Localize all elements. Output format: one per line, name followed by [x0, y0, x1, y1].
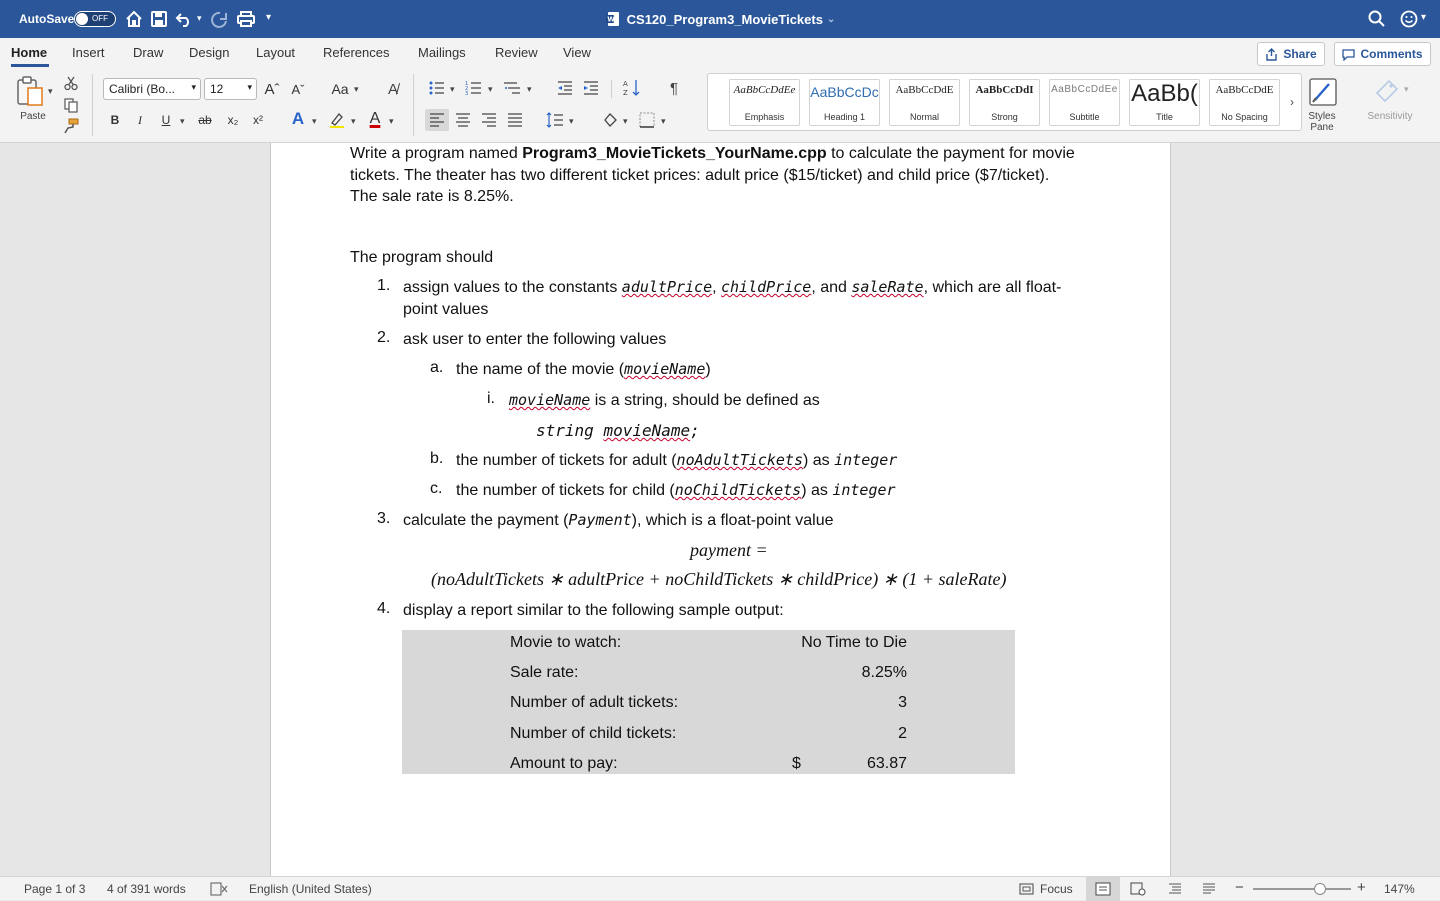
svg-text:W: W: [606, 15, 615, 24]
tab-references[interactable]: References: [323, 45, 390, 60]
step-2a-i: [509, 390, 820, 411]
sample-value: 8.25%: [861, 664, 907, 681]
step-text: ,: [712, 279, 721, 296]
zoom-slider-thumb[interactable]: [1314, 883, 1326, 895]
zoom-in-icon[interactable]: +: [1357, 879, 1366, 896]
code-moviename: movieName: [509, 391, 591, 409]
share-icon: [1265, 48, 1278, 61]
ribbon-divider: [611, 80, 612, 98]
list-number: 2.: [377, 329, 391, 346]
highlight-dropdown-icon[interactable]: ▾: [351, 116, 356, 126]
paste-icon[interactable]: [14, 76, 46, 108]
code-salerate: saleRate: [851, 278, 924, 296]
list-letter: c.: [430, 480, 443, 497]
zoom-level[interactable]: 147%: [1384, 882, 1415, 896]
step-2a: [456, 359, 711, 380]
step-text: the number of tickets for child (: [456, 482, 675, 499]
step-text: , and: [811, 279, 852, 296]
align-left-icon[interactable]: [428, 111, 446, 129]
tab-mailings[interactable]: Mailings: [418, 45, 466, 60]
style-emphasis[interactable]: [729, 79, 800, 126]
sample-row: [402, 630, 1015, 660]
list-number: 1.: [377, 277, 391, 294]
sample-label: Sale rate:: [510, 664, 579, 681]
step-4: display a report similar to the following sample output:: [403, 602, 784, 619]
bold-icon[interactable]: B: [110, 113, 120, 127]
code-payment: Payment: [568, 511, 632, 529]
intro-line-1: [350, 143, 1075, 164]
font-color-icon[interactable]: A: [369, 110, 381, 127]
borders-dropdown-icon[interactable]: ▾: [661, 116, 666, 126]
document-page[interactable]: [270, 143, 1171, 876]
tab-home[interactable]: Home: [11, 45, 48, 60]
sample-row: [402, 721, 1015, 751]
outline-view-icon[interactable]: [1167, 882, 1183, 896]
sample-row: [402, 751, 1015, 781]
step-text: the number of tickets for adult (: [456, 452, 677, 469]
styles-gallery: [707, 73, 1302, 131]
style-preview: AaBbCcDdE: [1215, 84, 1274, 96]
language[interactable]: English (United States): [249, 882, 372, 896]
sample-label: Amount to pay:: [510, 755, 618, 772]
focus-icon[interactable]: [1019, 883, 1034, 895]
ribbon-tabs: [0, 38, 1440, 68]
copy-icon[interactable]: [63, 97, 79, 113]
word-doc-icon: [605, 11, 621, 27]
list-letter: a.: [430, 359, 444, 376]
style-preview: AaBbCcDdI: [975, 84, 1034, 96]
autosave-state: OFF: [92, 14, 108, 23]
multilevel-dropdown-icon[interactable]: ▾: [527, 84, 532, 94]
ribbon-divider: [92, 74, 93, 136]
moviename-declaration: [536, 420, 700, 441]
web-layout-icon[interactable]: [1130, 882, 1146, 896]
step-2c: [456, 480, 896, 501]
tab-review[interactable]: Review: [495, 45, 538, 60]
styles-pane-icon[interactable]: [1307, 76, 1339, 108]
step-text: is a string, should be defined as: [590, 392, 820, 409]
paste-label: Paste: [20, 111, 46, 122]
sample-label: Number of adult tickets:: [510, 694, 679, 711]
svg-text:Z: Z: [623, 89, 628, 97]
intro-text: Write a program named: [350, 145, 523, 162]
numbering-dropdown-icon[interactable]: ▾: [488, 84, 493, 94]
style-preview: AaBbCcDc: [810, 84, 879, 100]
sensitivity-icon[interactable]: [1372, 75, 1402, 105]
justify-icon[interactable]: [506, 111, 524, 129]
change-case-dropdown-icon[interactable]: ▾: [354, 84, 359, 94]
page-count[interactable]: Page 1 of 3: [24, 882, 86, 896]
line-spacing-dropdown-icon[interactable]: ▾: [569, 116, 574, 126]
undo-dropdown-icon[interactable]: ▾: [197, 13, 202, 23]
text-effects-icon[interactable]: A: [291, 109, 305, 128]
intro-line-3: The sale rate is 8.25%.: [350, 188, 514, 205]
word-count[interactable]: 4 of 391 words: [107, 882, 186, 896]
code-adultprice: adultPrice: [621, 278, 713, 296]
svg-text:1: 1: [465, 81, 469, 87]
list-letter: b.: [430, 450, 444, 467]
underline-dropdown-icon[interactable]: ▾: [180, 116, 185, 126]
style-preview: AaBb(: [1131, 80, 1198, 107]
text-effects-dropdown-icon[interactable]: ▾: [312, 116, 317, 126]
step-text: ): [705, 361, 711, 378]
step-2: ask user to enter the following values: [403, 331, 667, 348]
step-text: ) as: [801, 482, 833, 499]
numbering-icon[interactable]: [465, 79, 483, 97]
code-moviename: movieName: [603, 421, 691, 440]
share-button[interactable]: [1257, 42, 1325, 66]
code-nochildtickets: noChildTickets: [674, 481, 802, 499]
code-noadulttickets: noAdultTickets: [676, 451, 803, 469]
sample-output-box: [402, 630, 1015, 774]
style-name: Title: [1156, 112, 1173, 122]
styles-pane-line1: Styles: [1308, 111, 1336, 122]
code-type: string: [536, 421, 604, 440]
code-integer: integer: [832, 481, 896, 499]
share-label: Share: [1283, 47, 1317, 61]
sample-value: No Time to Die: [801, 634, 907, 651]
customize-toolbar-icon[interactable]: ▾: [266, 12, 272, 23]
status-bar: [0, 876, 1440, 900]
style-preview: AaBbCcDdE: [895, 84, 954, 96]
sample-label: Number of child tickets:: [510, 725, 677, 742]
step-1-line-1: [403, 277, 1061, 298]
style-normal[interactable]: [889, 79, 960, 126]
tab-layout[interactable]: Layout: [256, 45, 296, 60]
bullets-icon[interactable]: [428, 79, 446, 97]
focus-mode[interactable]: Focus: [1040, 882, 1073, 896]
sample-row: [402, 660, 1015, 690]
grow-font-icon[interactable]: Aˆ: [264, 80, 280, 98]
sample-value: 2: [898, 725, 907, 742]
sample-value: 3: [898, 694, 907, 711]
comments-button[interactable]: [1334, 42, 1431, 66]
align-right-icon[interactable]: [480, 111, 498, 129]
code-integer: integer: [834, 451, 898, 469]
proofing-icon[interactable]: [210, 882, 228, 896]
style-subtitle[interactable]: [1049, 79, 1120, 126]
paste-dropdown-icon[interactable]: ▾: [48, 86, 53, 96]
increase-indent-icon[interactable]: [582, 79, 600, 97]
style-name: Heading 1: [823, 112, 866, 122]
change-case-button[interactable]: Aa: [331, 81, 349, 97]
align-center-icon[interactable]: [454, 111, 472, 129]
style-name: Subtitle: [1069, 112, 1100, 122]
zoom-out-icon[interactable]: −: [1235, 879, 1244, 896]
font-size-combo[interactable]: [204, 78, 257, 100]
shading-dropdown-icon[interactable]: ▾: [623, 116, 628, 126]
shrink-font-icon[interactable]: Aˇ: [291, 81, 305, 97]
style-name: Emphasis: [744, 112, 785, 122]
font-name-value: Calibri (Bo...: [109, 82, 176, 96]
draft-view-icon[interactable]: [1201, 882, 1217, 896]
clear-formatting-icon[interactable]: A̸: [387, 80, 398, 98]
italic-icon[interactable]: I: [138, 112, 142, 127]
active-tab-indicator: [11, 64, 49, 67]
chevron-down-icon: ▾: [247, 82, 252, 92]
step-3: [403, 510, 834, 531]
font-name-combo[interactable]: [103, 78, 201, 100]
sample-label: Movie to watch:: [510, 634, 622, 651]
document-title: [0, 0, 1440, 38]
zoom-slider-track[interactable]: [1253, 888, 1351, 890]
subscript-icon[interactable]: x₂: [227, 113, 239, 127]
sample-currency: $: [792, 755, 801, 772]
document-title-text: CS120_Program3_MovieTickets: [626, 11, 823, 27]
comment-icon: [1342, 48, 1355, 61]
sensitivity-dropdown-icon[interactable]: ▾: [1404, 84, 1409, 94]
step-1-line-2: point values: [403, 301, 489, 318]
sort-icon[interactable]: [622, 78, 642, 98]
intro-line-2: tickets. The theater has two different ticket prices: adult price ($15/ticket) and child price ($7/ticket).: [350, 167, 1050, 184]
feedback-smiley-icon[interactable]: [1399, 9, 1419, 29]
styles-pane-label: [1302, 111, 1342, 133]
style-name: No Spacing: [1221, 112, 1268, 122]
svg-text:3: 3: [465, 91, 469, 97]
feedback-dropdown-icon[interactable]: ▾: [1421, 12, 1427, 23]
sample-value: 63.87: [866, 755, 907, 772]
ribbon-divider: [413, 74, 414, 136]
step-2b: [456, 450, 897, 471]
underline-icon[interactable]: U: [161, 113, 171, 127]
document-canvas[interactable]: [0, 143, 1440, 876]
svg-text:A: A: [623, 80, 628, 88]
list-roman: i.: [487, 390, 495, 407]
font-size-value: 12: [210, 82, 224, 96]
search-icon[interactable]: [1367, 9, 1387, 29]
tab-design[interactable]: Design: [189, 45, 230, 60]
title-bar: [0, 0, 1440, 38]
title-chevron-icon[interactable]: ⌄: [826, 13, 836, 25]
code-moviename: movieName: [624, 360, 706, 378]
borders-icon[interactable]: [638, 111, 656, 129]
line-spacing-icon[interactable]: [546, 111, 564, 129]
font-color-dropdown-icon[interactable]: ▾: [389, 116, 394, 126]
intro-text: to calculate the payment for movie: [826, 145, 1075, 162]
step-text: calculate the payment (: [403, 512, 569, 529]
shading-icon[interactable]: [601, 111, 619, 129]
comments-label: Comments: [1360, 47, 1423, 61]
tab-draw[interactable]: Draw: [133, 45, 164, 60]
autosave-label: AutoSave: [19, 12, 75, 26]
step-text: ), which is a float-point value: [631, 512, 834, 529]
format-painter-icon[interactable]: [63, 118, 79, 134]
superscript-icon[interactable]: x²: [253, 113, 263, 127]
highlight-icon[interactable]: [328, 111, 346, 129]
intro-filename: Program3_MovieTickets_YourName.cpp: [522, 145, 827, 162]
list-number: 3.: [377, 510, 391, 527]
style-strong[interactable]: [969, 79, 1040, 126]
step-text: ) as: [802, 452, 835, 469]
sample-row: [402, 690, 1015, 720]
style-heading-1[interactable]: [809, 79, 880, 126]
show-formatting-icon[interactable]: ¶: [669, 79, 679, 97]
chevron-down-icon: ▾: [191, 82, 196, 92]
style-name: Normal: [909, 112, 939, 122]
equation-line-1: payment =: [690, 540, 768, 560]
multilevel-list-icon[interactable]: [503, 79, 521, 97]
styles-pane-line2: Pane: [1310, 122, 1334, 133]
step-text: the name of the movie (: [456, 361, 625, 378]
style-preview: AaBbCcDdEe: [1051, 84, 1118, 95]
home-ribbon: [0, 68, 1440, 143]
code-childprice: childPrice: [721, 278, 812, 296]
styles-more-icon[interactable]: ›: [1290, 95, 1294, 109]
tab-view[interactable]: View: [563, 45, 591, 60]
sensitivity-label: Sensitivity: [1367, 111, 1413, 122]
tab-insert[interactable]: Insert: [72, 45, 105, 60]
equation-line-2: (noAdultTickets ∗ adultPrice + noChildTickets ∗ childPrice) ∗ (1 + saleRate): [431, 569, 1007, 589]
strikethrough-icon[interactable]: ab: [198, 113, 212, 127]
svg-text:2: 2: [465, 86, 469, 92]
program-should: The program should: [350, 249, 494, 266]
step-text: , which are all float-: [923, 279, 1062, 296]
code-semicolon: ;: [690, 421, 700, 440]
cut-icon[interactable]: [63, 75, 79, 91]
print-layout-icon[interactable]: [1095, 882, 1111, 896]
step-text: assign values to the constants: [403, 279, 622, 296]
style-no-spacing[interactable]: [1209, 79, 1280, 126]
style-preview: AaBbCcDdEe: [733, 84, 796, 96]
list-number: 4.: [377, 600, 391, 617]
style-name: Strong: [991, 112, 1018, 122]
style-title[interactable]: [1129, 79, 1200, 126]
bullets-dropdown-icon[interactable]: ▾: [450, 84, 455, 94]
decrease-indent-icon[interactable]: [556, 79, 574, 97]
